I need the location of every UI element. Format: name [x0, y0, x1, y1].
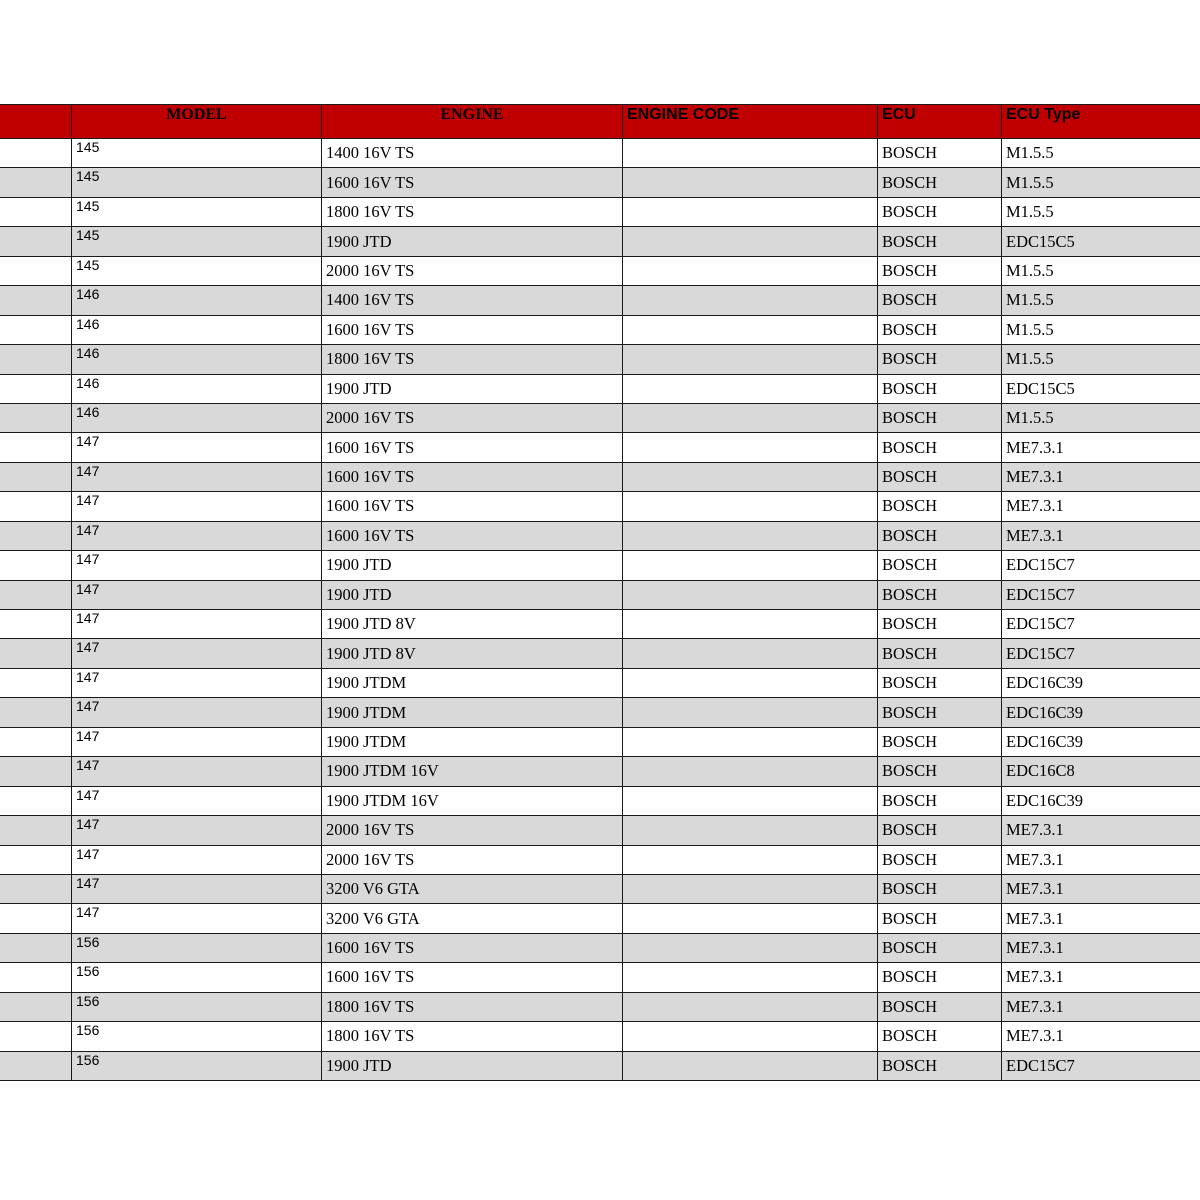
engine-cell: 1800 16V TS — [322, 345, 623, 374]
ecu-type-cell: EDC15C7 — [1002, 551, 1200, 580]
ecu-cell: BOSCH — [878, 345, 1002, 374]
table-row — [0, 315, 1200, 344]
ecu-cell: BOSCH — [878, 668, 1002, 697]
ecu-type-cell: M1.5.5 — [1002, 286, 1200, 315]
model-cell: 147 — [72, 874, 322, 903]
ecu-type-cell: EDC15C7 — [1002, 580, 1200, 609]
blank-cell — [0, 403, 72, 432]
blank-cell — [0, 197, 72, 226]
blank-cell — [0, 1051, 72, 1080]
ecu-cell: BOSCH — [878, 610, 1002, 639]
ecu-type-cell: ME7.3.1 — [1002, 433, 1200, 462]
ecu-cell: BOSCH — [878, 315, 1002, 344]
table-row — [0, 845, 1200, 874]
ecu-cell: BOSCH — [878, 963, 1002, 992]
table-row — [0, 816, 1200, 845]
model-cell: 147 — [72, 816, 322, 845]
blank-cell — [0, 168, 72, 197]
engine-cell: 1600 16V TS — [322, 521, 623, 550]
ecu-cell: BOSCH — [878, 492, 1002, 521]
ecu-cell: BOSCH — [878, 1051, 1002, 1080]
engine-code-cell — [623, 639, 878, 668]
model-cell: 147 — [72, 698, 322, 727]
ecu-type-cell: ME7.3.1 — [1002, 1022, 1200, 1051]
engine-cell: 2000 16V TS — [322, 845, 623, 874]
model-cell: 147 — [72, 462, 322, 491]
table-row — [0, 580, 1200, 609]
engine-code-cell — [623, 610, 878, 639]
table-row — [0, 286, 1200, 315]
ecu-cell: BOSCH — [878, 580, 1002, 609]
engine-cell: 1400 16V TS — [322, 286, 623, 315]
engine-code-cell — [623, 816, 878, 845]
ecu-type-cell: M1.5.5 — [1002, 345, 1200, 374]
ecu-type-cell: ME7.3.1 — [1002, 816, 1200, 845]
ecu-type-cell: ME7.3.1 — [1002, 845, 1200, 874]
header-blank — [0, 105, 72, 139]
ecu-type-cell: ME7.3.1 — [1002, 933, 1200, 962]
engine-code-cell — [623, 698, 878, 727]
engine-code-cell — [623, 315, 878, 344]
table-row — [0, 874, 1200, 903]
model-cell: 146 — [72, 374, 322, 403]
ecu-type-cell: EDC16C39 — [1002, 668, 1200, 697]
engine-code-cell — [623, 845, 878, 874]
model-cell: 145 — [72, 168, 322, 197]
ecu-type-cell: M1.5.5 — [1002, 256, 1200, 285]
engine-cell: 2000 16V TS — [322, 816, 623, 845]
blank-cell — [0, 933, 72, 962]
table-row — [0, 492, 1200, 521]
engine-code-cell — [623, 374, 878, 403]
engine-code-cell — [623, 551, 878, 580]
engine-code-cell — [623, 668, 878, 697]
model-cell: 147 — [72, 639, 322, 668]
engine-cell: 1900 JTDM — [322, 668, 623, 697]
engine-cell: 1600 16V TS — [322, 933, 623, 962]
engine-cell: 1900 JTD — [322, 227, 623, 256]
ecu-type-cell: EDC15C7 — [1002, 610, 1200, 639]
ecu-table — [0, 104, 1200, 1081]
blank-cell — [0, 904, 72, 933]
engine-code-cell — [623, 963, 878, 992]
ecu-cell: BOSCH — [878, 786, 1002, 815]
table-body — [0, 139, 1200, 1081]
engine-code-cell — [623, 197, 878, 226]
engine-cell: 1600 16V TS — [322, 963, 623, 992]
blank-cell — [0, 492, 72, 521]
model-cell: 147 — [72, 433, 322, 462]
ecu-cell: BOSCH — [878, 374, 1002, 403]
engine-cell: 3200 V6 GTA — [322, 904, 623, 933]
table-row — [0, 933, 1200, 962]
ecu-cell: BOSCH — [878, 256, 1002, 285]
table-row — [0, 1022, 1200, 1051]
blank-cell — [0, 639, 72, 668]
engine-code-cell — [623, 580, 878, 609]
blank-cell — [0, 521, 72, 550]
model-cell: 156 — [72, 1051, 322, 1080]
blank-cell — [0, 610, 72, 639]
ecu-type-cell: M1.5.5 — [1002, 403, 1200, 432]
engine-code-cell — [623, 492, 878, 521]
engine-code-cell — [623, 345, 878, 374]
model-cell: 146 — [72, 345, 322, 374]
engine-code-cell — [623, 433, 878, 462]
ecu-type-cell: ME7.3.1 — [1002, 963, 1200, 992]
table-row — [0, 610, 1200, 639]
model-cell: 156 — [72, 933, 322, 962]
engine-code-cell — [623, 992, 878, 1021]
engine-cell: 1900 JTDM 16V — [322, 757, 623, 786]
model-cell: 147 — [72, 668, 322, 697]
ecu-cell: BOSCH — [878, 286, 1002, 315]
ecu-type-cell: EDC15C7 — [1002, 639, 1200, 668]
blank-cell — [0, 757, 72, 786]
blank-cell — [0, 698, 72, 727]
ecu-cell: BOSCH — [878, 403, 1002, 432]
model-cell: 147 — [72, 786, 322, 815]
table-row — [0, 992, 1200, 1021]
ecu-cell: BOSCH — [878, 521, 1002, 550]
engine-code-cell — [623, 227, 878, 256]
ecu-type-cell: M1.5.5 — [1002, 139, 1200, 168]
blank-cell — [0, 845, 72, 874]
engine-cell: 3200 V6 GTA — [322, 874, 623, 903]
model-cell: 147 — [72, 492, 322, 521]
model-cell: 147 — [72, 904, 322, 933]
table-row — [0, 668, 1200, 697]
model-cell: 147 — [72, 757, 322, 786]
ecu-type-cell: EDC15C7 — [1002, 1051, 1200, 1080]
model-cell: 156 — [72, 992, 322, 1021]
ecu-type-cell: EDC16C39 — [1002, 698, 1200, 727]
blank-cell — [0, 786, 72, 815]
engine-cell: 1900 JTDM 16V — [322, 786, 623, 815]
table-row — [0, 639, 1200, 668]
ecu-type-cell: ME7.3.1 — [1002, 874, 1200, 903]
blank-cell — [0, 227, 72, 256]
model-cell: 147 — [72, 610, 322, 639]
blank-cell — [0, 315, 72, 344]
ecu-cell: BOSCH — [878, 757, 1002, 786]
engine-cell: 1600 16V TS — [322, 462, 623, 491]
blank-cell — [0, 874, 72, 903]
blank-cell — [0, 816, 72, 845]
engine-code-cell — [623, 1022, 878, 1051]
ecu-cell: BOSCH — [878, 197, 1002, 226]
ecu-type-cell: EDC16C39 — [1002, 786, 1200, 815]
engine-cell: 1900 JTDM — [322, 698, 623, 727]
engine-cell: 1900 JTDM — [322, 727, 623, 756]
table-row — [0, 374, 1200, 403]
engine-code-cell — [623, 727, 878, 756]
ecu-type-cell: M1.5.5 — [1002, 315, 1200, 344]
ecu-type-cell: ME7.3.1 — [1002, 462, 1200, 491]
table-row — [0, 963, 1200, 992]
engine-code-cell — [623, 933, 878, 962]
blank-cell — [0, 139, 72, 168]
header-ecu: ECU — [878, 105, 1002, 139]
engine-cell: 1600 16V TS — [322, 433, 623, 462]
header-engine: ENGINE — [322, 105, 623, 139]
header-row — [0, 105, 1200, 139]
table-row — [0, 521, 1200, 550]
ecu-type-cell: ME7.3.1 — [1002, 492, 1200, 521]
table-row — [0, 757, 1200, 786]
ecu-type-cell: ME7.3.1 — [1002, 521, 1200, 550]
table-row — [0, 786, 1200, 815]
ecu-cell: BOSCH — [878, 1022, 1002, 1051]
engine-code-cell — [623, 521, 878, 550]
table-row — [0, 345, 1200, 374]
engine-cell: 2000 16V TS — [322, 403, 623, 432]
ecu-cell: BOSCH — [878, 698, 1002, 727]
blank-cell — [0, 580, 72, 609]
blank-cell — [0, 462, 72, 491]
blank-cell — [0, 1022, 72, 1051]
engine-cell: 1800 16V TS — [322, 992, 623, 1021]
table-row — [0, 197, 1200, 226]
engine-code-cell — [623, 1051, 878, 1080]
table-header — [0, 105, 1200, 139]
engine-code-cell — [623, 874, 878, 903]
table-row — [0, 904, 1200, 933]
ecu-type-cell: M1.5.5 — [1002, 168, 1200, 197]
blank-cell — [0, 256, 72, 285]
model-cell: 147 — [72, 551, 322, 580]
ecu-cell: BOSCH — [878, 845, 1002, 874]
ecu-cell: BOSCH — [878, 727, 1002, 756]
ecu-cell: BOSCH — [878, 139, 1002, 168]
model-cell: 145 — [72, 139, 322, 168]
blank-cell — [0, 668, 72, 697]
engine-code-cell — [623, 403, 878, 432]
engine-code-cell — [623, 139, 878, 168]
engine-code-cell — [623, 904, 878, 933]
ecu-type-cell: ME7.3.1 — [1002, 992, 1200, 1021]
ecu-cell: BOSCH — [878, 874, 1002, 903]
blank-cell — [0, 374, 72, 403]
ecu-cell: BOSCH — [878, 551, 1002, 580]
table-row — [0, 403, 1200, 432]
ecu-cell: BOSCH — [878, 904, 1002, 933]
engine-code-cell — [623, 256, 878, 285]
ecu-cell: BOSCH — [878, 992, 1002, 1021]
engine-cell: 1400 16V TS — [322, 139, 623, 168]
header-model: MODEL — [72, 105, 322, 139]
model-cell: 146 — [72, 286, 322, 315]
blank-cell — [0, 286, 72, 315]
engine-cell: 1600 16V TS — [322, 168, 623, 197]
engine-code-cell — [623, 286, 878, 315]
model-cell: 147 — [72, 580, 322, 609]
table-row — [0, 698, 1200, 727]
model-cell: 145 — [72, 197, 322, 226]
ecu-type-cell: EDC15C5 — [1002, 227, 1200, 256]
engine-cell: 1900 JTD — [322, 580, 623, 609]
ecu-cell: BOSCH — [878, 933, 1002, 962]
table-row — [0, 433, 1200, 462]
ecu-cell: BOSCH — [878, 227, 1002, 256]
ecu-type-cell: ME7.3.1 — [1002, 904, 1200, 933]
model-cell: 147 — [72, 727, 322, 756]
ecu-type-cell: EDC16C39 — [1002, 727, 1200, 756]
table-row — [0, 462, 1200, 491]
ecu-type-cell: EDC15C5 — [1002, 374, 1200, 403]
table-row — [0, 1051, 1200, 1080]
blank-cell — [0, 992, 72, 1021]
engine-cell: 1900 JTD — [322, 551, 623, 580]
blank-cell — [0, 345, 72, 374]
engine-cell: 1800 16V TS — [322, 197, 623, 226]
blank-cell — [0, 551, 72, 580]
ecu-type-cell: EDC16C8 — [1002, 757, 1200, 786]
engine-cell: 1600 16V TS — [322, 315, 623, 344]
table-row — [0, 227, 1200, 256]
engine-code-cell — [623, 462, 878, 491]
engine-cell: 1900 JTD 8V — [322, 639, 623, 668]
engine-code-cell — [623, 168, 878, 197]
model-cell: 147 — [72, 845, 322, 874]
table-row — [0, 256, 1200, 285]
engine-code-cell — [623, 786, 878, 815]
model-cell: 147 — [72, 521, 322, 550]
blank-cell — [0, 433, 72, 462]
table-row — [0, 139, 1200, 168]
model-cell: 156 — [72, 963, 322, 992]
model-cell: 145 — [72, 256, 322, 285]
engine-cell: 1900 JTD 8V — [322, 610, 623, 639]
engine-cell: 2000 16V TS — [322, 256, 623, 285]
ecu-cell: BOSCH — [878, 168, 1002, 197]
table-row — [0, 551, 1200, 580]
ecu-cell: BOSCH — [878, 816, 1002, 845]
header-ecu-type: ECU Type — [1002, 105, 1200, 139]
engine-cell: 1600 16V TS — [322, 492, 623, 521]
engine-cell: 1800 16V TS — [322, 1022, 623, 1051]
ecu-type-cell: M1.5.5 — [1002, 197, 1200, 226]
ecu-cell: BOSCH — [878, 462, 1002, 491]
model-cell: 146 — [72, 315, 322, 344]
table-row — [0, 168, 1200, 197]
engine-cell: 1900 JTD — [322, 374, 623, 403]
engine-cell: 1900 JTD — [322, 1051, 623, 1080]
model-cell: 156 — [72, 1022, 322, 1051]
model-cell: 146 — [72, 403, 322, 432]
ecu-cell: BOSCH — [878, 639, 1002, 668]
model-cell: 145 — [72, 227, 322, 256]
blank-cell — [0, 727, 72, 756]
engine-code-cell — [623, 757, 878, 786]
header-engine-code: ENGINE CODE — [623, 105, 878, 139]
blank-cell — [0, 963, 72, 992]
ecu-cell: BOSCH — [878, 433, 1002, 462]
table-row — [0, 727, 1200, 756]
